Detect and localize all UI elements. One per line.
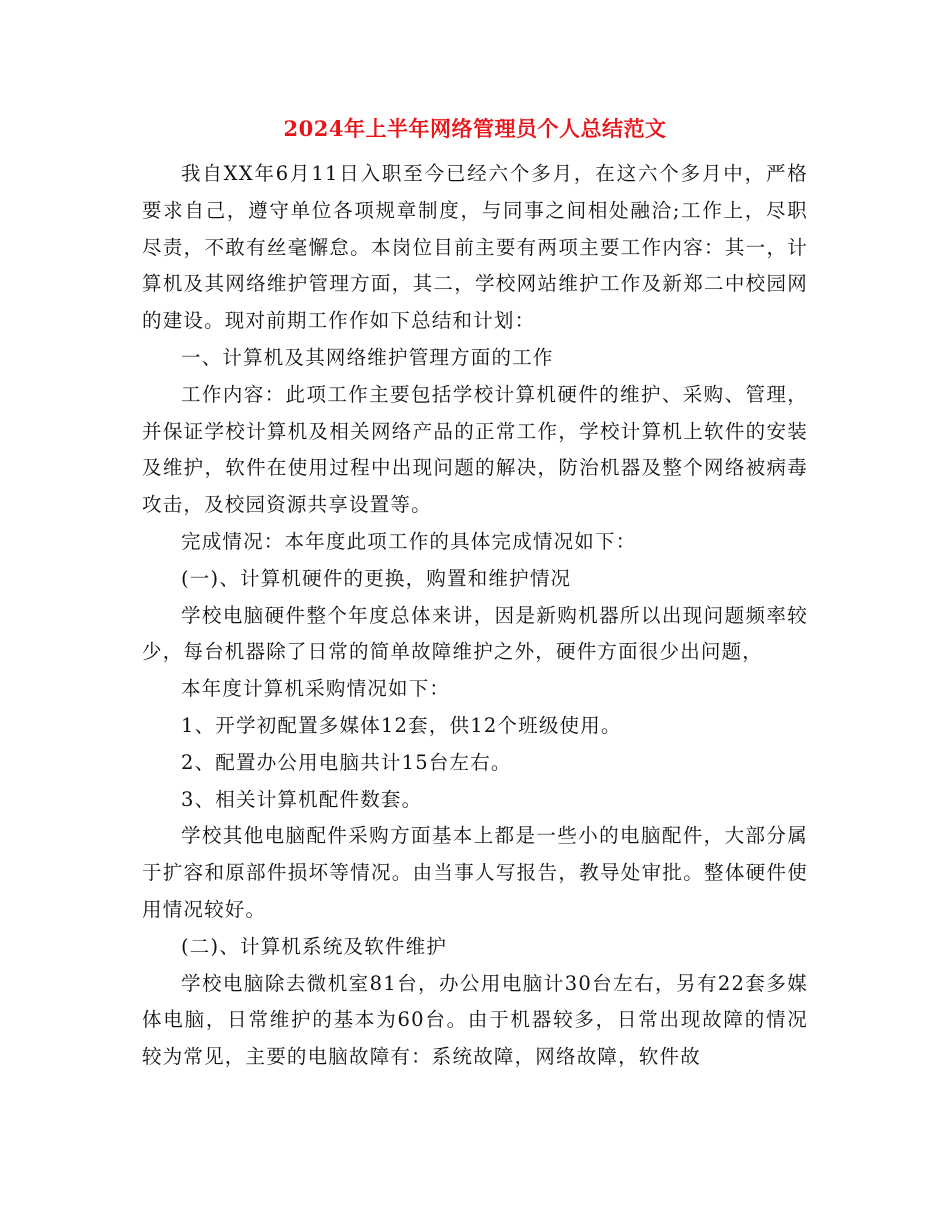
paragraph: 工作内容：此项工作主要包括学校计算机硬件的维护、采购、管理，并保证学校计算机及相关网络产品的正常工作，学校计算机上软件的安装及维护，软件在使用过程中出现问题的解决，防治机器及整个网络被病毒攻击，及校园资源共享设置等。: [142, 382, 808, 517]
paragraph: 我自XX年6月11日入职至今已经六个多月，在这六个多月中，严格要求自己，遵守单位各项规章制度，与同事之间相处融洽;工作上，尽职尽责，不敢有丝毫懈怠。本岗位目前主要有两项主要工作内容：其一，计算机及其网络维护管理方面，其二，学校网站维护工作及新郑二中校园网的建设。现对前期工作作如下总结和计划：: [142, 162, 808, 333]
list-item: 2、配置办公用电脑共计15台左右。: [181, 750, 512, 774]
list-item: 1、开学初配置多媒体12套，供12个班级使用。: [181, 713, 622, 737]
subsection-heading: (一)、计算机硬件的更换，购置和维护情况: [181, 566, 572, 590]
paragraph: 完成情况：本年度此项工作的具体完成情况如下：: [181, 529, 637, 553]
document-body: [142, 156, 808, 1076]
paragraph: 学校其他电脑配件采购方面基本上都是一些小的电脑配件，大部分属于扩容和原部件损坏等情况。由当事人写报告，教导处审批。整体硬件使用情况较好。: [142, 824, 808, 921]
section-heading: 一、计算机及其网络维护管理方面的工作: [181, 345, 554, 369]
paragraph: 本年度计算机采购情况如下：: [181, 677, 451, 701]
paragraph: 学校电脑硬件整个年度总体来讲，因是新购机器所以出现问题频率较少，每台机器除了日常的简单故障维护之外，硬件方面很少出问题，: [142, 603, 808, 664]
subsection-heading: (二)、计算机系统及软件维护: [181, 934, 448, 958]
paragraph: 学校电脑除去微机室81台，办公用电脑计30台左右，另有22套多媒体电脑，日常维护的基本为60台。由于机器较多，日常出现故障的情况较为常见，主要的电脑故障有：系统故障，网络故障，软件故: [142, 971, 808, 1069]
document-title: 2024年上半年网络管理员个人总结范文: [283, 116, 667, 141]
list-item: 3、相关计算机配件数套。: [181, 787, 423, 811]
